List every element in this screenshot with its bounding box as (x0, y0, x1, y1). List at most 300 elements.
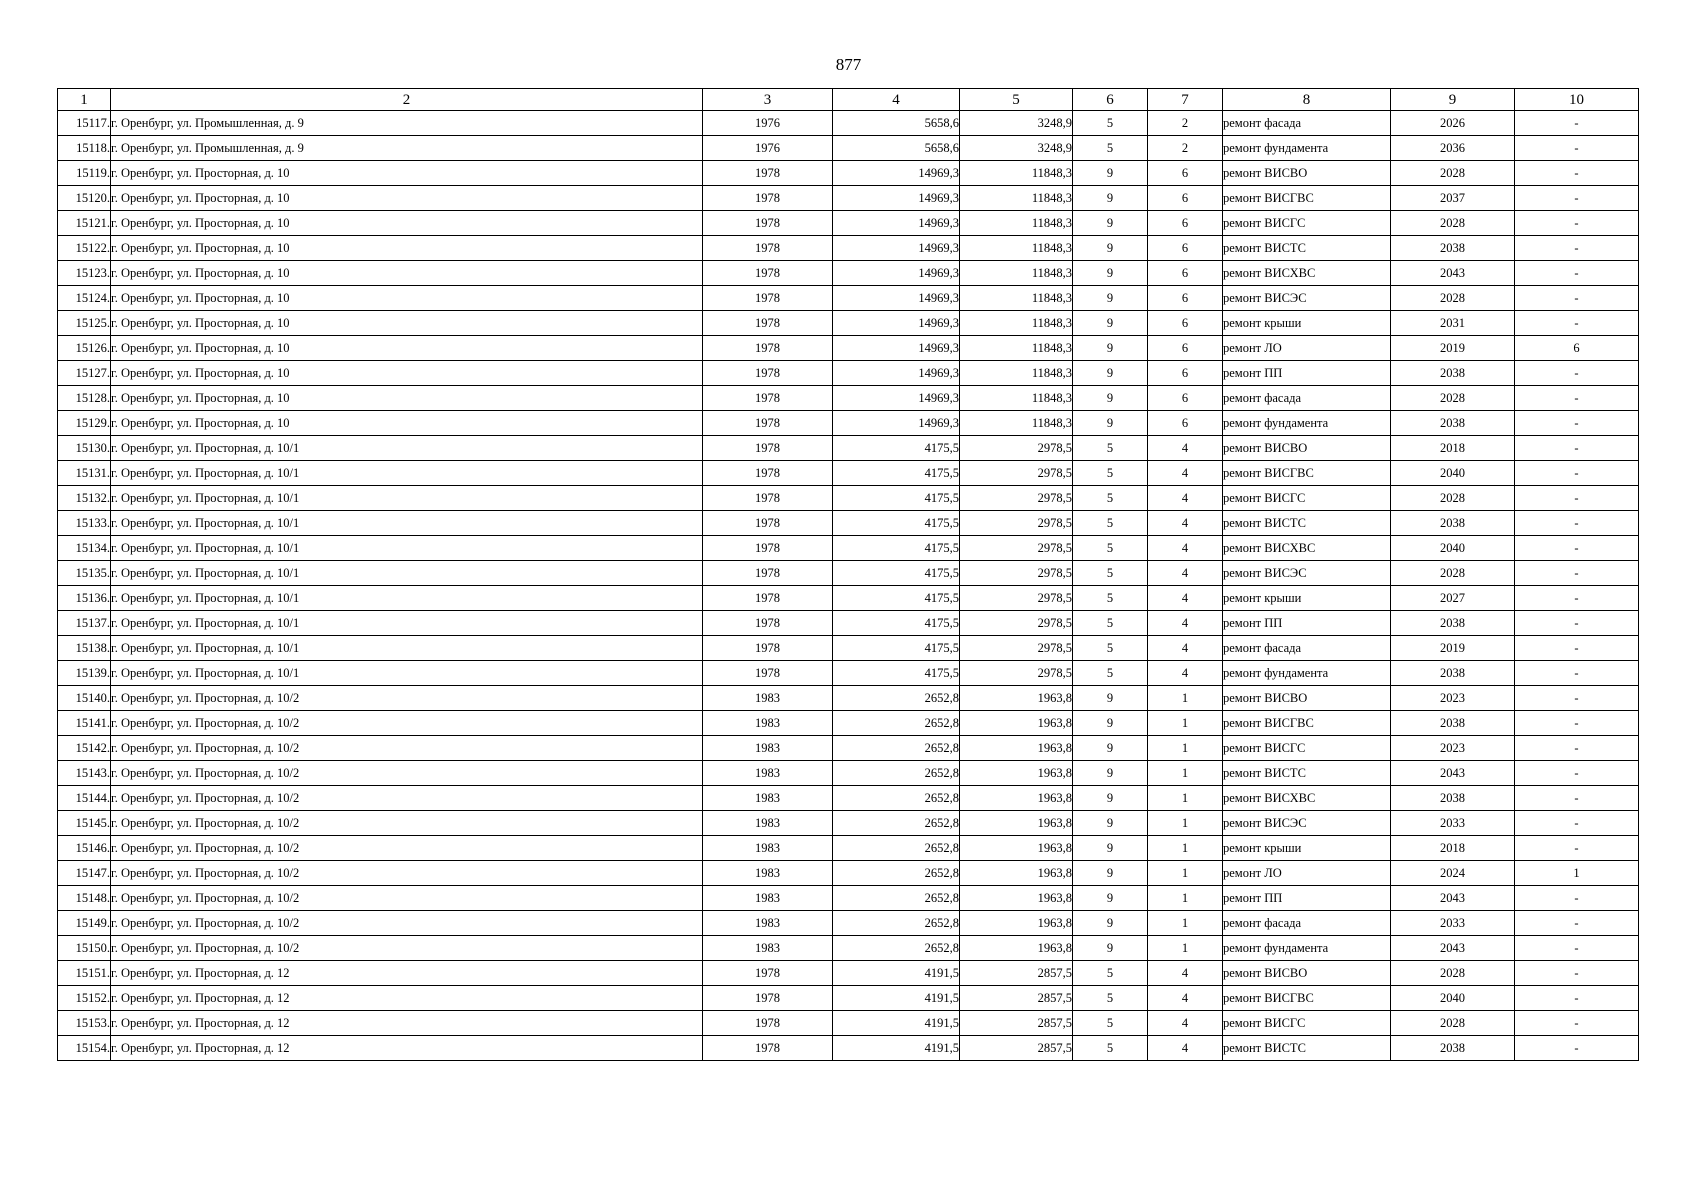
cell-planned-year: 2038 (1391, 711, 1515, 736)
cell-floors: 5 (1073, 111, 1148, 136)
cell-address: г. Оренбург, ул. Просторная, д. 10 (111, 411, 703, 436)
cell-year-built: 1978 (703, 311, 833, 336)
cell-total-area: 5658,6 (833, 136, 960, 161)
cell-work-type: ремонт ВИСЭС (1223, 286, 1391, 311)
cell-total-area: 2652,8 (833, 861, 960, 886)
cell-row-number: 15141. (58, 711, 111, 736)
cell-planned-year: 2040 (1391, 536, 1515, 561)
cell-value-10: - (1515, 1011, 1639, 1036)
cell-value-10: - (1515, 286, 1639, 311)
cell-total-area: 4191,5 (833, 961, 960, 986)
cell-value-10: - (1515, 911, 1639, 936)
cell-total-area: 14969,3 (833, 336, 960, 361)
cell-living-area: 11848,3 (960, 261, 1073, 286)
table-row (58, 911, 1639, 936)
table-row (58, 261, 1639, 286)
cell-entrances: 1 (1148, 786, 1223, 811)
cell-work-type: ремонт ЛО (1223, 336, 1391, 361)
cell-floors: 9 (1073, 361, 1148, 386)
cell-living-area: 1963,8 (960, 711, 1073, 736)
table-row (58, 861, 1639, 886)
page-number: 877 (835, 55, 862, 74)
cell-row-number: 15125. (58, 311, 111, 336)
cell-work-type: ремонт фундамента (1223, 136, 1391, 161)
cell-value-10: - (1515, 436, 1639, 461)
cell-floors: 9 (1073, 336, 1148, 361)
cell-planned-year: 2018 (1391, 436, 1515, 461)
cell-year-built: 1976 (703, 136, 833, 161)
cell-row-number: 15137. (58, 611, 111, 636)
cell-entrances: 6 (1148, 186, 1223, 211)
cell-total-area: 14969,3 (833, 236, 960, 261)
cell-year-built: 1978 (703, 161, 833, 186)
cell-total-area: 4175,5 (833, 511, 960, 536)
cell-address: г. Оренбург, ул. Просторная, д. 10 (111, 236, 703, 261)
cell-total-area: 14969,3 (833, 361, 960, 386)
cell-year-built: 1983 (703, 811, 833, 836)
cell-row-number: 15121. (58, 211, 111, 236)
cell-value-10: - (1515, 661, 1639, 686)
cell-address: г. Оренбург, ул. Просторная, д. 10/2 (111, 936, 703, 961)
cell-address: г. Оренбург, ул. Промышленная, д. 9 (111, 111, 703, 136)
cell-address: г. Оренбург, ул. Просторная, д. 10/2 (111, 711, 703, 736)
cell-work-type: ремонт ВИСГС (1223, 211, 1391, 236)
cell-entrances: 4 (1148, 586, 1223, 611)
cell-planned-year: 2038 (1391, 236, 1515, 261)
cell-year-built: 1978 (703, 611, 833, 636)
cell-planned-year: 2038 (1391, 511, 1515, 536)
cell-work-type: ремонт фасада (1223, 911, 1391, 936)
cell-year-built: 1983 (703, 886, 833, 911)
cell-planned-year: 2036 (1391, 136, 1515, 161)
cell-work-type: ремонт ПП (1223, 361, 1391, 386)
cell-value-10: - (1515, 261, 1639, 286)
cell-planned-year: 2038 (1391, 611, 1515, 636)
cell-entrances: 4 (1148, 561, 1223, 586)
cell-row-number: 15145. (58, 811, 111, 836)
cell-work-type: ремонт ПП (1223, 611, 1391, 636)
cell-row-number: 15118. (58, 136, 111, 161)
cell-year-built: 1978 (703, 986, 833, 1011)
cell-floors: 9 (1073, 311, 1148, 336)
cell-entrances: 6 (1148, 411, 1223, 436)
cell-total-area: 4175,5 (833, 636, 960, 661)
cell-work-type: ремонт ВИСТС (1223, 1036, 1391, 1061)
cell-row-number: 15117. (58, 111, 111, 136)
header-row (58, 89, 1639, 111)
cell-year-built: 1978 (703, 236, 833, 261)
cell-living-area: 1963,8 (960, 686, 1073, 711)
table-row (58, 761, 1639, 786)
cell-planned-year: 2038 (1391, 1036, 1515, 1061)
cell-year-built: 1978 (703, 636, 833, 661)
cell-year-built: 1978 (703, 361, 833, 386)
cell-living-area: 2978,5 (960, 561, 1073, 586)
cell-year-built: 1978 (703, 586, 833, 611)
cell-row-number: 15147. (58, 861, 111, 886)
cell-entrances: 6 (1148, 211, 1223, 236)
cell-entrances: 4 (1148, 1036, 1223, 1061)
table-row (58, 436, 1639, 461)
cell-floors: 9 (1073, 686, 1148, 711)
cell-living-area: 3248,9 (960, 111, 1073, 136)
cell-entrances: 4 (1148, 961, 1223, 986)
cell-total-area: 2652,8 (833, 786, 960, 811)
table-row (58, 111, 1639, 136)
cell-planned-year: 2038 (1391, 661, 1515, 686)
cell-work-type: ремонт ВИСГС (1223, 486, 1391, 511)
cell-living-area: 1963,8 (960, 736, 1073, 761)
header-cell: 2 (111, 89, 703, 111)
cell-value-10: - (1515, 386, 1639, 411)
cell-year-built: 1978 (703, 386, 833, 411)
cell-work-type: ремонт ВИСВО (1223, 686, 1391, 711)
cell-entrances: 1 (1148, 836, 1223, 861)
cell-work-type: ремонт крыши (1223, 836, 1391, 861)
cell-floors: 9 (1073, 411, 1148, 436)
cell-entrances: 4 (1148, 536, 1223, 561)
cell-living-area: 2978,5 (960, 636, 1073, 661)
cell-entrances: 1 (1148, 936, 1223, 961)
cell-total-area: 2652,8 (833, 686, 960, 711)
cell-total-area: 2652,8 (833, 711, 960, 736)
cell-living-area: 2978,5 (960, 586, 1073, 611)
cell-year-built: 1978 (703, 561, 833, 586)
cell-total-area: 2652,8 (833, 886, 960, 911)
cell-total-area: 14969,3 (833, 211, 960, 236)
cell-planned-year: 2028 (1391, 386, 1515, 411)
table-row (58, 211, 1639, 236)
cell-address: г. Оренбург, ул. Промышленная, д. 9 (111, 136, 703, 161)
cell-address: г. Оренбург, ул. Просторная, д. 10/2 (111, 836, 703, 861)
cell-living-area: 11848,3 (960, 386, 1073, 411)
cell-value-10: - (1515, 636, 1639, 661)
cell-living-area: 11848,3 (960, 411, 1073, 436)
cell-work-type: ремонт ВИСТС (1223, 236, 1391, 261)
cell-floors: 5 (1073, 661, 1148, 686)
cell-work-type: ремонт ВИСГС (1223, 1011, 1391, 1036)
cell-row-number: 15132. (58, 486, 111, 511)
cell-address: г. Оренбург, ул. Просторная, д. 10/2 (111, 786, 703, 811)
cell-living-area: 2857,5 (960, 1036, 1073, 1061)
cell-entrances: 4 (1148, 486, 1223, 511)
cell-year-built: 1978 (703, 1011, 833, 1036)
cell-living-area: 2857,5 (960, 986, 1073, 1011)
cell-total-area: 2652,8 (833, 736, 960, 761)
cell-row-number: 15128. (58, 386, 111, 411)
cell-year-built: 1978 (703, 211, 833, 236)
cell-address: г. Оренбург, ул. Просторная, д. 10 (111, 161, 703, 186)
cell-living-area: 2978,5 (960, 611, 1073, 636)
cell-floors: 9 (1073, 886, 1148, 911)
cell-living-area: 2857,5 (960, 1011, 1073, 1036)
cell-year-built: 1978 (703, 336, 833, 361)
table-row (58, 236, 1639, 261)
cell-row-number: 15149. (58, 911, 111, 936)
cell-value-10: - (1515, 811, 1639, 836)
cell-row-number: 15122. (58, 236, 111, 261)
cell-work-type: ремонт ВИСХВС (1223, 536, 1391, 561)
cell-value-10: - (1515, 111, 1639, 136)
cell-address: г. Оренбург, ул. Просторная, д. 10/1 (111, 636, 703, 661)
cell-year-built: 1976 (703, 111, 833, 136)
cell-total-area: 5658,6 (833, 111, 960, 136)
cell-planned-year: 2033 (1391, 811, 1515, 836)
cell-total-area: 2652,8 (833, 761, 960, 786)
cell-floors: 9 (1073, 386, 1148, 411)
cell-planned-year: 2024 (1391, 861, 1515, 886)
cell-entrances: 4 (1148, 986, 1223, 1011)
cell-year-built: 1978 (703, 461, 833, 486)
cell-total-area: 4175,5 (833, 611, 960, 636)
cell-address: г. Оренбург, ул. Просторная, д. 10 (111, 311, 703, 336)
cell-row-number: 15144. (58, 786, 111, 811)
cell-row-number: 15134. (58, 536, 111, 561)
cell-year-built: 1983 (703, 836, 833, 861)
cell-living-area: 11848,3 (960, 236, 1073, 261)
cell-year-built: 1983 (703, 911, 833, 936)
cell-living-area: 2978,5 (960, 536, 1073, 561)
table-row (58, 511, 1639, 536)
cell-floors: 5 (1073, 461, 1148, 486)
cell-floors: 5 (1073, 586, 1148, 611)
cell-address: г. Оренбург, ул. Просторная, д. 10/2 (111, 911, 703, 936)
cell-total-area: 14969,3 (833, 311, 960, 336)
cell-floors: 5 (1073, 436, 1148, 461)
cell-address: г. Оренбург, ул. Просторная, д. 10/2 (111, 736, 703, 761)
cell-value-10: - (1515, 711, 1639, 736)
cell-row-number: 15151. (58, 961, 111, 986)
cell-planned-year: 2028 (1391, 211, 1515, 236)
cell-address: г. Оренбург, ул. Просторная, д. 10/1 (111, 536, 703, 561)
cell-living-area: 3248,9 (960, 136, 1073, 161)
cell-living-area: 1963,8 (960, 911, 1073, 936)
table-row (58, 661, 1639, 686)
cell-address: г. Оренбург, ул. Просторная, д. 10/2 (111, 686, 703, 711)
cell-address: г. Оренбург, ул. Просторная, д. 10/1 (111, 436, 703, 461)
cell-floors: 5 (1073, 1036, 1148, 1061)
cell-value-10: - (1515, 136, 1639, 161)
cell-floors: 9 (1073, 786, 1148, 811)
cell-total-area: 4175,5 (833, 661, 960, 686)
cell-row-number: 15146. (58, 836, 111, 861)
cell-living-area: 11848,3 (960, 286, 1073, 311)
cell-year-built: 1978 (703, 1036, 833, 1061)
table-row (58, 611, 1639, 636)
cell-work-type: ремонт ВИСГВС (1223, 711, 1391, 736)
table-row (58, 461, 1639, 486)
cell-value-10: - (1515, 986, 1639, 1011)
cell-entrances: 6 (1148, 336, 1223, 361)
cell-planned-year: 2027 (1391, 586, 1515, 611)
cell-year-built: 1978 (703, 186, 833, 211)
cell-planned-year: 2028 (1391, 1011, 1515, 1036)
cell-value-10: - (1515, 786, 1639, 811)
cell-entrances: 4 (1148, 511, 1223, 536)
cell-floors: 5 (1073, 136, 1148, 161)
cell-address: г. Оренбург, ул. Просторная, д. 12 (111, 1036, 703, 1061)
cell-row-number: 15133. (58, 511, 111, 536)
cell-address: г. Оренбург, ул. Просторная, д. 10 (111, 211, 703, 236)
cell-floors: 9 (1073, 861, 1148, 886)
cell-address: г. Оренбург, ул. Просторная, д. 10/1 (111, 561, 703, 586)
cell-row-number: 15139. (58, 661, 111, 686)
cell-address: г. Оренбург, ул. Просторная, д. 10 (111, 286, 703, 311)
table-row (58, 936, 1639, 961)
cell-planned-year: 2028 (1391, 961, 1515, 986)
cell-year-built: 1978 (703, 961, 833, 986)
cell-work-type: ремонт фундамента (1223, 936, 1391, 961)
cell-value-10: - (1515, 511, 1639, 536)
cell-year-built: 1978 (703, 661, 833, 686)
table-row (58, 161, 1639, 186)
header-cell: 6 (1073, 89, 1148, 111)
cell-work-type: ремонт ВИСХВС (1223, 786, 1391, 811)
cell-address: г. Оренбург, ул. Просторная, д. 10 (111, 186, 703, 211)
cell-living-area: 2978,5 (960, 436, 1073, 461)
cell-work-type: ремонт ВИСЭС (1223, 561, 1391, 586)
cell-address: г. Оренбург, ул. Просторная, д. 10/1 (111, 586, 703, 611)
cell-year-built: 1978 (703, 261, 833, 286)
cell-floors: 9 (1073, 211, 1148, 236)
cell-living-area: 2978,5 (960, 486, 1073, 511)
cell-work-type: ремонт ВИСВО (1223, 161, 1391, 186)
table-row (58, 311, 1639, 336)
cell-value-10: - (1515, 561, 1639, 586)
cell-entrances: 6 (1148, 286, 1223, 311)
cell-floors: 5 (1073, 961, 1148, 986)
cell-value-10: 6 (1515, 336, 1639, 361)
table-row (58, 961, 1639, 986)
cell-value-10: - (1515, 961, 1639, 986)
cell-floors: 5 (1073, 561, 1148, 586)
table-row (58, 636, 1639, 661)
cell-work-type: ремонт ВИСЭС (1223, 811, 1391, 836)
cell-value-10: - (1515, 936, 1639, 961)
cell-year-built: 1983 (703, 761, 833, 786)
cell-living-area: 11848,3 (960, 311, 1073, 336)
table-row (58, 411, 1639, 436)
cell-address: г. Оренбург, ул. Просторная, д. 10/1 (111, 461, 703, 486)
cell-entrances: 1 (1148, 886, 1223, 911)
cell-value-10: - (1515, 736, 1639, 761)
cell-address: г. Оренбург, ул. Просторная, д. 12 (111, 961, 703, 986)
cell-value-10: - (1515, 611, 1639, 636)
cell-row-number: 15120. (58, 186, 111, 211)
cell-value-10: - (1515, 186, 1639, 211)
cell-planned-year: 2033 (1391, 911, 1515, 936)
cell-year-built: 1983 (703, 736, 833, 761)
header-cell: 5 (960, 89, 1073, 111)
cell-entrances: 6 (1148, 386, 1223, 411)
cell-year-built: 1983 (703, 936, 833, 961)
cell-work-type: ремонт крыши (1223, 311, 1391, 336)
cell-planned-year: 2043 (1391, 886, 1515, 911)
cell-living-area: 2857,5 (960, 961, 1073, 986)
cell-planned-year: 2038 (1391, 361, 1515, 386)
cell-row-number: 15136. (58, 586, 111, 611)
header-cell: 4 (833, 89, 960, 111)
cell-work-type: ремонт крыши (1223, 586, 1391, 611)
cell-total-area: 2652,8 (833, 911, 960, 936)
cell-entrances: 4 (1148, 1011, 1223, 1036)
cell-total-area: 2652,8 (833, 811, 960, 836)
cell-living-area: 11848,3 (960, 336, 1073, 361)
cell-value-10: - (1515, 161, 1639, 186)
cell-living-area: 2978,5 (960, 661, 1073, 686)
cell-address: г. Оренбург, ул. Просторная, д. 10/1 (111, 661, 703, 686)
cell-value-10: - (1515, 1036, 1639, 1061)
header-cell: 7 (1148, 89, 1223, 111)
cell-work-type: ремонт ПП (1223, 886, 1391, 911)
cell-year-built: 1978 (703, 536, 833, 561)
cell-entrances: 4 (1148, 661, 1223, 686)
cell-row-number: 15150. (58, 936, 111, 961)
cell-total-area: 4175,5 (833, 436, 960, 461)
cell-entrances: 6 (1148, 161, 1223, 186)
cell-floors: 9 (1073, 236, 1148, 261)
cell-planned-year: 2019 (1391, 636, 1515, 661)
header-cell: 8 (1223, 89, 1391, 111)
cell-entrances: 6 (1148, 261, 1223, 286)
cell-total-area: 4175,5 (833, 486, 960, 511)
cell-floors: 9 (1073, 911, 1148, 936)
cell-living-area: 1963,8 (960, 761, 1073, 786)
table-row (58, 836, 1639, 861)
cell-year-built: 1978 (703, 511, 833, 536)
cell-planned-year: 2037 (1391, 186, 1515, 211)
cell-planned-year: 2040 (1391, 986, 1515, 1011)
cell-address: г. Оренбург, ул. Просторная, д. 10/2 (111, 761, 703, 786)
cell-row-number: 15140. (58, 686, 111, 711)
cell-floors: 5 (1073, 986, 1148, 1011)
cell-work-type: ремонт ВИСХВС (1223, 261, 1391, 286)
cell-work-type: ремонт фундамента (1223, 411, 1391, 436)
cell-floors: 5 (1073, 1011, 1148, 1036)
cell-entrances: 6 (1148, 236, 1223, 261)
cell-row-number: 15126. (58, 336, 111, 361)
cell-address: г. Оренбург, ул. Просторная, д. 12 (111, 1011, 703, 1036)
table-row (58, 561, 1639, 586)
cell-floors: 9 (1073, 261, 1148, 286)
cell-entrances: 4 (1148, 636, 1223, 661)
cell-year-built: 1978 (703, 411, 833, 436)
cell-value-10: - (1515, 311, 1639, 336)
cell-total-area: 14969,3 (833, 186, 960, 211)
cell-year-built: 1983 (703, 861, 833, 886)
registry-table (57, 88, 1639, 1061)
cell-work-type: ремонт ВИСТС (1223, 511, 1391, 536)
cell-value-10: - (1515, 236, 1639, 261)
cell-total-area: 14969,3 (833, 161, 960, 186)
cell-work-type: ремонт ВИСВО (1223, 436, 1391, 461)
cell-planned-year: 2040 (1391, 461, 1515, 486)
cell-address: г. Оренбург, ул. Просторная, д. 10/1 (111, 611, 703, 636)
cell-total-area: 4175,5 (833, 536, 960, 561)
cell-address: г. Оренбург, ул. Просторная, д. 10/2 (111, 811, 703, 836)
cell-floors: 5 (1073, 536, 1148, 561)
cell-row-number: 15143. (58, 761, 111, 786)
cell-work-type: ремонт фасада (1223, 111, 1391, 136)
cell-address: г. Оренбург, ул. Просторная, д. 10 (111, 386, 703, 411)
cell-work-type: ремонт фасада (1223, 386, 1391, 411)
cell-planned-year: 2028 (1391, 161, 1515, 186)
cell-floors: 5 (1073, 511, 1148, 536)
cell-address: г. Оренбург, ул. Просторная, д. 10 (111, 361, 703, 386)
cell-address: г. Оренбург, ул. Просторная, д. 10 (111, 336, 703, 361)
cell-living-area: 11848,3 (960, 361, 1073, 386)
cell-total-area: 4175,5 (833, 561, 960, 586)
